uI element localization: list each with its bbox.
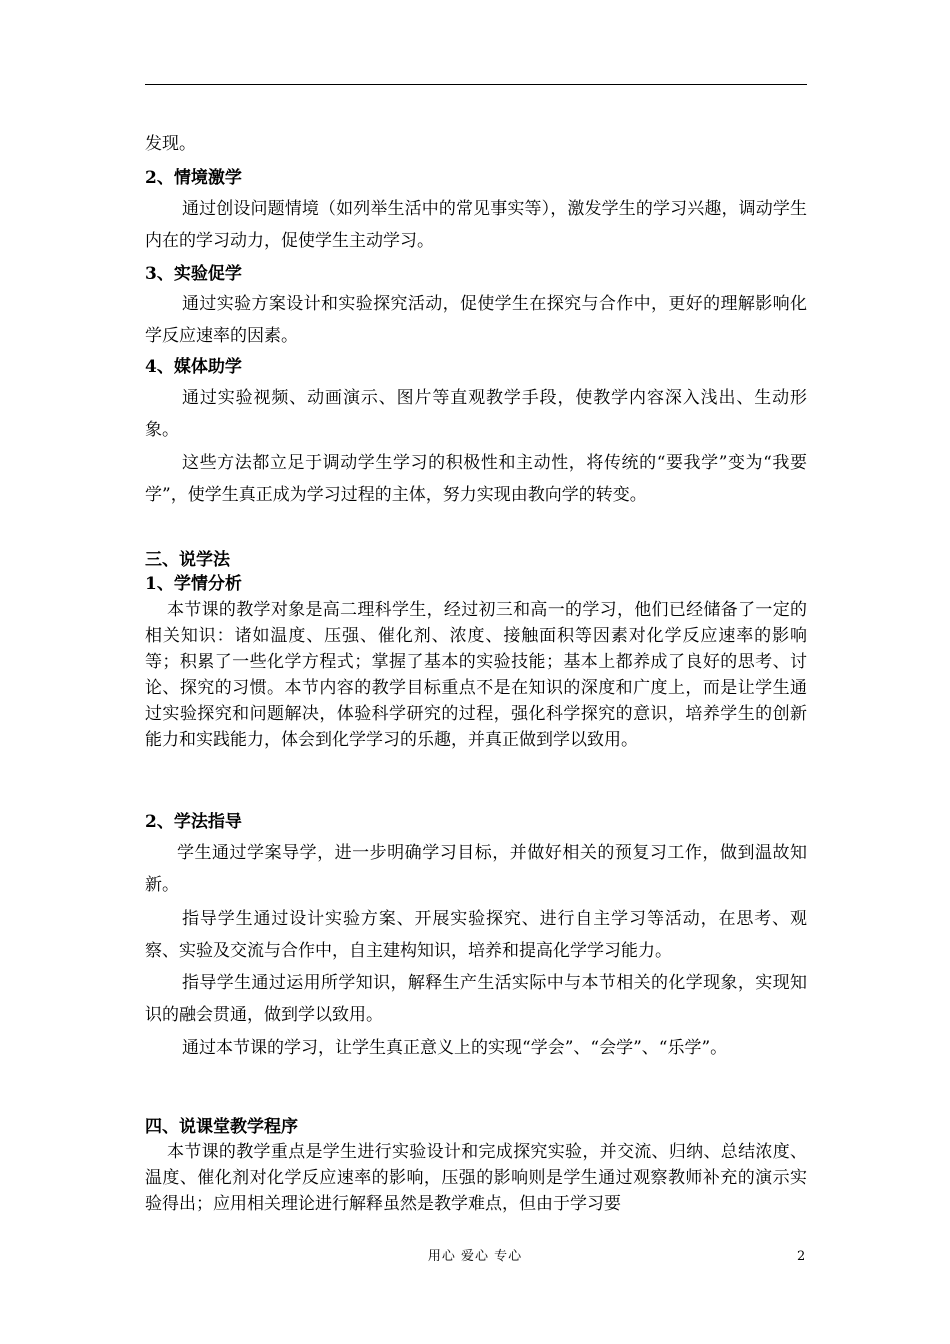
paragraph-continued: 发现。 (145, 134, 196, 154)
heading-media-learning: 4、媒体助学 (145, 357, 242, 377)
paragraph-methods-summary: 这些方法都立足于调动学生学习的积极性和主动性，将传统的“要我学”变为“我要学”，使学生真正成为学习过程的主体，努力实现由教向学的转变。 (145, 453, 807, 505)
heading-study-guidance: 2、学法指导 (145, 812, 242, 832)
paragraph-guidance-1: 学生通过学案导学，进一步明确学习目标，并做好相关的预复习工作，做到温故知新。 (145, 843, 807, 895)
section-title-teaching-procedure: 四、说课堂教学程序 (145, 1117, 298, 1137)
heading-situation-learning: 2、情境激学 (145, 168, 242, 188)
heading-experiment-learning: 3、实验促学 (145, 264, 242, 284)
paragraph-teaching-procedure: 本节课的教学重点是学生进行实验设计和完成探究实验，并交流、归纳、总结浓度、温度、催化剂对化学反应速率的影响，压强的影响则是学生通过观察教师补充的演示实验得出；应用相关理论进行解释虽然是教学难点，但由于学习要 (145, 1142, 807, 1214)
paragraph-guidance-3: 指导学生通过运用所学知识，解释生产生活实际中与本节相关的化学现象，实现知识的融会贯通，做到学以致用。 (145, 973, 807, 1025)
header-rule (145, 84, 807, 85)
footer-motto: 用心 爱心 专心 (427, 1249, 523, 1264)
paragraph-learner-analysis: 本节课的教学对象是高二理科学生，经过初三和高一的学习，他们已经储备了一定的相关知识：诸如温度、压强、催化剂、浓度、接触面积等因素对化学反应速率的影响等；积累了一些化学方程式；掌握了基本的实验技能；基本上都养成了良好的思考、讨论、探究的习惯。本节内容的教学目标重点不是在知识的深度和广度上，而是让学生通过实验探究和问题解决，体验科学研究的过程，强化科学探究的意识，培养学生的创新能力和实践能力，体会到化学学习的乐趣，并真正做到学以致用。 (145, 600, 807, 750)
paragraph-guidance-4: 通过本节课的学习，让学生真正意义上的实现“学会”、“会学”、“乐学”。 (182, 1038, 728, 1058)
paragraph-media: 通过实验视频、动画演示、图片等直观教学手段，使教学内容深入浅出、生动形象。 (145, 388, 807, 440)
paragraph-situation: 通过创设问题情境（如列举生活中的常见事实等），激发学生的学习兴趣，调动学生内在的学习动力，促使学生主动学习。 (145, 199, 807, 251)
section-title-study-methods: 三、说学法 (145, 550, 230, 570)
paragraph-guidance-2: 指导学生通过设计实验方案、开展实验探究、进行自主学习等活动，在思考、观察、实验及交流与合作中，自主建构知识，培养和提高化学学习能力。 (145, 909, 807, 961)
heading-learner-analysis: 1、学情分析 (145, 574, 242, 594)
page-number: 2 (797, 1249, 806, 1264)
paragraph-experiment: 通过实验方案设计和实验探究活动，促使学生在探究与合作中，更好的理解影响化学反应速率的因素。 (145, 294, 807, 346)
